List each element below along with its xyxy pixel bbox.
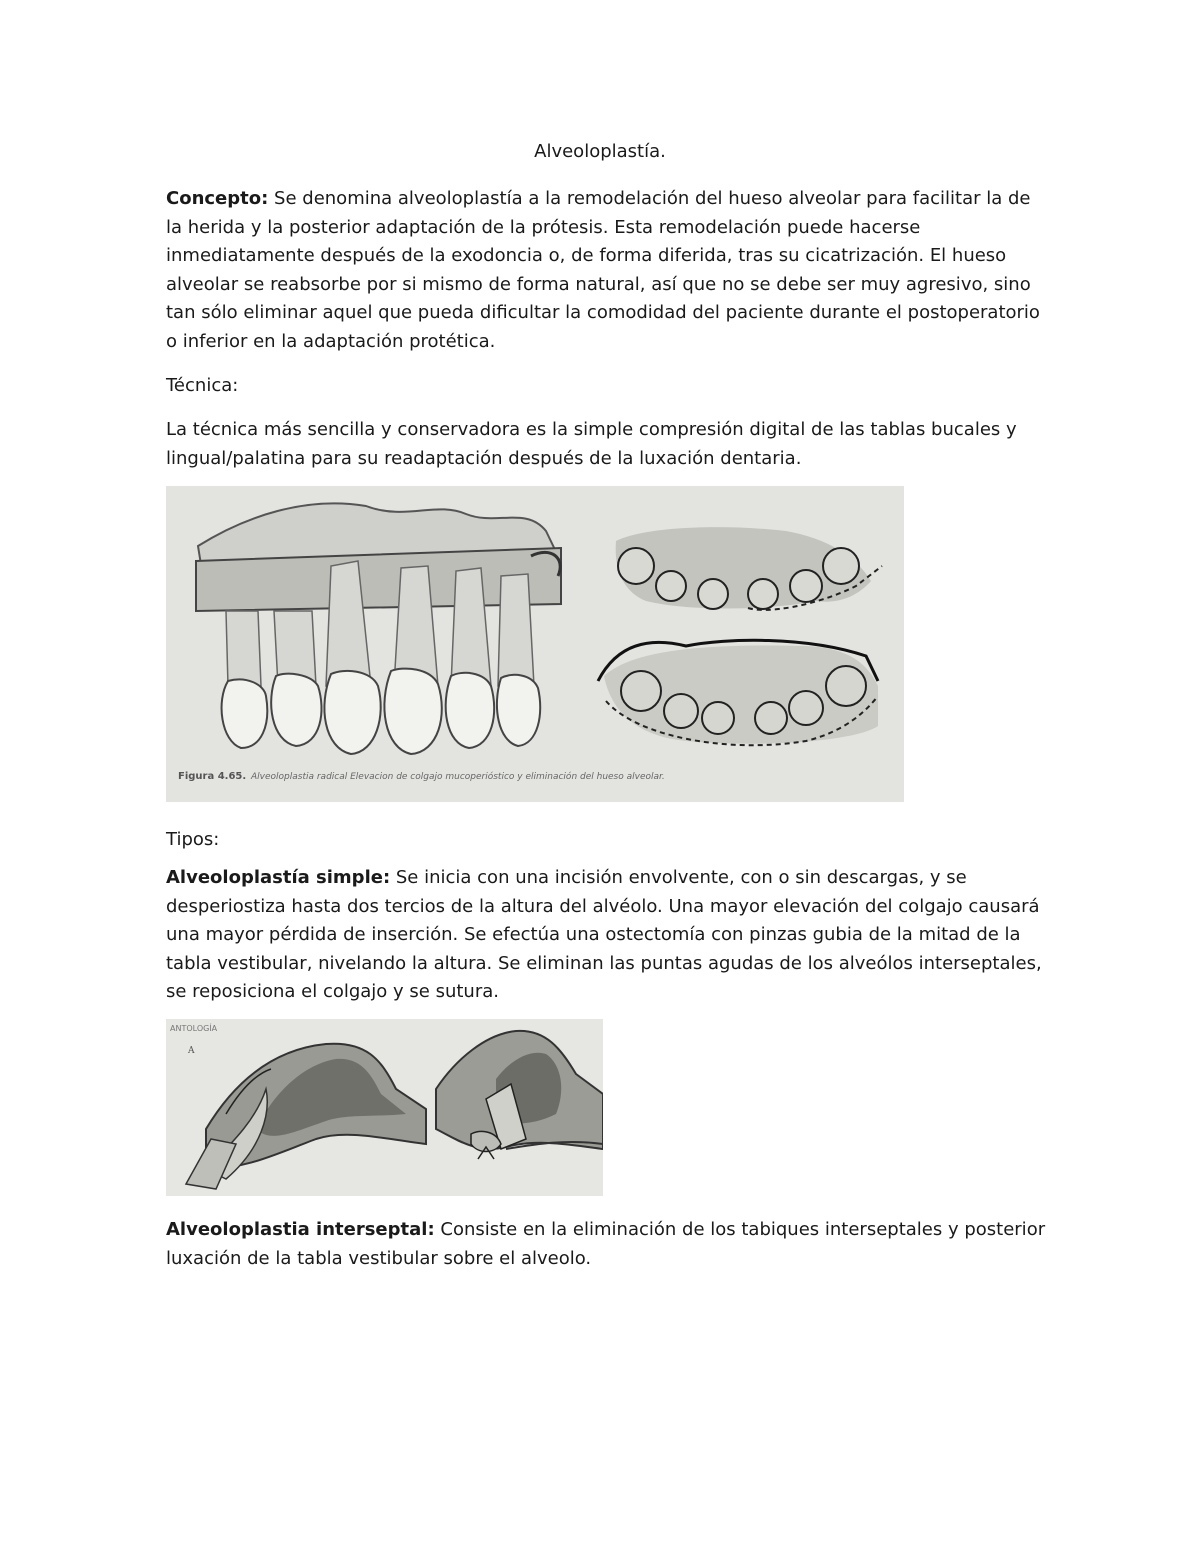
alveoloplasty-figure-1 (166, 486, 904, 802)
alveoloplasty-figure-2 (166, 1019, 603, 1196)
concepto-text: Se denomina alveoloplastía a la remodelación del hueso alveolar para facilitar la de la herida y la posterior adaptación de la prótesis. Esta remodelación puede hacerse inmediatamente después de la exodoncia o, de forma diferida, tras su cicatrización. El hueso alveolar se reabsorbe por si mismo de forma natural, así que no se debe ser muy agresivo, sino tan sólo eliminar aquel que pueda dificultar la comodidad del paciente durante el postoperatorio o inferior en la adaptación protética. (166, 188, 1040, 352)
interseptal-paragraph (166, 1216, 1046, 1273)
simple-label: Alveoloplastía simple: (166, 867, 391, 888)
simple-text: Se inicia con una incisión envolvente, con o sin descargas, y se desperiostiza hasta dos tercios de la altura del alvéolo. Una mayor elevación del colgajo causará una mayor pérdida de inserción. Se efectúa una ostectomía con pinzas gubia de la mitad de la tabla vestibular, nivelando la altura. Se eliminan las puntas agudas de los alveólos interseptales, se reposiciona el colgajo y se sutura. (166, 867, 1042, 1002)
figure-1-caption-text: Alveoloplastia radical Elevacion de colgajo mucoperióstico y eliminación del hueso alveolar. (251, 772, 665, 782)
figure-1-caption-label: Figura 4.65. (178, 771, 247, 782)
interseptal-label: Alveoloplastia interseptal: (166, 1219, 435, 1240)
concepto-paragraph (166, 185, 1046, 356)
teeth-illustration (166, 486, 904, 802)
figure-2-panel-label: A (188, 1046, 195, 1056)
interseptal-text: Consiste en la eliminación de los tabiques interseptales y posterior luxación de la tabla vestibular sobre el alveolo. (166, 1219, 1046, 1269)
cross-section-illustration (166, 1019, 603, 1196)
simple-paragraph (166, 864, 1046, 1007)
tipos-heading: Tipos: (166, 829, 220, 850)
figure-2-corner-text: ANTOLOGÍA (170, 1024, 218, 1033)
document-title: Alveoloplastía. (534, 141, 666, 162)
tecnica-paragraph: La técnica más sencilla y conservadora es la simple compresión digital de las tablas bucales y lingual/palatina para su readaptación después de la luxación dentaria. (166, 419, 1017, 469)
tecnica-heading: Técnica: (166, 375, 239, 396)
concepto-label: Concepto: (166, 188, 269, 209)
